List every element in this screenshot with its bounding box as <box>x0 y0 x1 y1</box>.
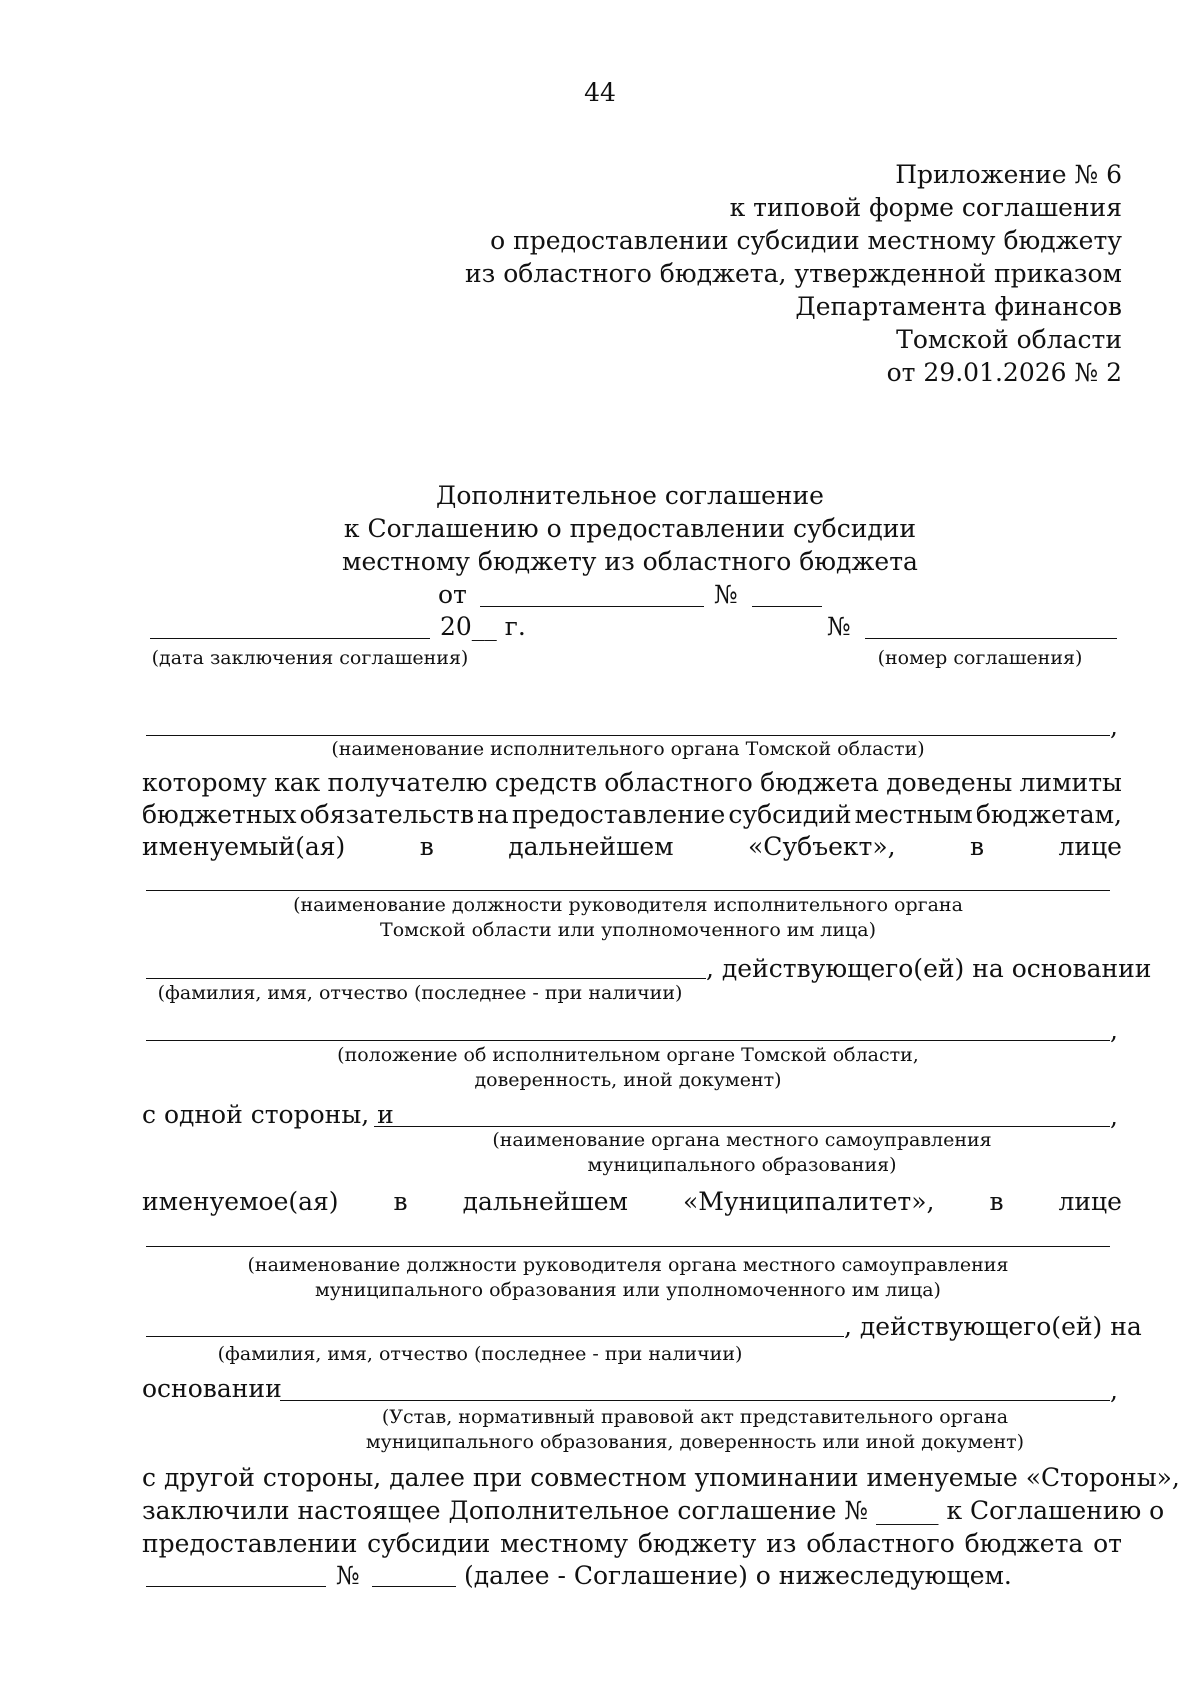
caption-local-gov: (наименование органа местного самоуправления <box>492 1129 992 1151</box>
caption-head-position: (наименование должности руководителя исполнительного органа <box>293 894 963 916</box>
comma: , <box>1110 712 1118 741</box>
acting-on: , действующего(ей) на <box>844 1312 1142 1341</box>
final-paragraph-line: заключили настоящее Дополнительное соглашение № _____ к Соглашению о <box>142 1496 1165 1525</box>
paragraph-line <box>142 767 1122 798</box>
word: дальнейшем <box>508 832 674 861</box>
word: в <box>393 1187 408 1216</box>
paragraph-line <box>142 1186 1122 1217</box>
word: на <box>477 800 509 829</box>
final-paragraph-line: предоставлении субсидии местному бюджету из областного бюджета от <box>142 1529 1122 1558</box>
final-number-blank <box>372 1586 456 1587</box>
word: местным <box>854 800 973 829</box>
basis-word: основании <box>142 1374 282 1403</box>
paragraph-line <box>142 799 1122 830</box>
number-sign: № <box>827 612 851 641</box>
head-position-blank <box>146 890 1110 891</box>
title-line: к Соглашению о предоставлении субсидии <box>343 514 917 543</box>
appendix-line: о предоставлении субсидии местному бюджету <box>490 226 1122 255</box>
title-from-label: от <box>438 580 467 609</box>
word: бюджетных <box>142 800 297 829</box>
word: бюджетам, <box>975 800 1122 829</box>
title-number-label: № <box>714 580 738 609</box>
word: получателю <box>327 768 488 797</box>
title-date-blank <box>480 606 704 607</box>
word: в <box>419 832 434 861</box>
word: в <box>989 1187 1004 1216</box>
title-line: Дополнительное соглашение <box>436 481 824 510</box>
comma: , <box>1110 1102 1118 1131</box>
paragraph-line <box>142 831 1122 862</box>
charter-blank <box>280 1400 1110 1401</box>
word: которому <box>142 768 267 797</box>
caption-regulation: доверенность, иной документ) <box>474 1069 782 1091</box>
word: лимиты <box>1019 768 1122 797</box>
caption-executive-body: (наименование исполнительного органа Томской области) <box>331 738 925 760</box>
agreement-number-blank <box>865 638 1117 639</box>
appendix-line: Департамента финансов <box>795 292 1122 321</box>
final-date-blank <box>146 1586 326 1587</box>
final-number-sign: № <box>336 1561 360 1590</box>
word: именуемое(ая) <box>142 1187 339 1216</box>
appendix-line: от 29.01.2026 № 2 <box>886 358 1122 387</box>
word: лице <box>1058 832 1122 861</box>
year-text: 20__ г. <box>440 612 526 641</box>
word: обязательств <box>299 800 475 829</box>
caption-local-head: (наименование должности руководителя органа местного самоуправления <box>247 1254 1009 1276</box>
caption-fio: (фамилия, имя, отчество (последнее - при наличии) <box>157 982 683 1004</box>
word: дальнейшем <box>462 1187 628 1216</box>
word: в <box>970 832 985 861</box>
word: областного <box>604 768 753 797</box>
page-number: 44 <box>584 78 616 107</box>
fio-blank <box>146 1336 844 1337</box>
title-number-blank <box>752 606 822 607</box>
executive-body-blank <box>146 735 1110 736</box>
appendix-line: к типовой форме соглашения <box>729 193 1122 222</box>
word: бюджета <box>760 768 879 797</box>
final-tail: (далее - Соглашение) о нижеследующем. <box>464 1561 1012 1590</box>
appendix-line: из областного бюджета, утвержденной приказом <box>465 259 1122 288</box>
word: доведены <box>886 768 1013 797</box>
date-blank <box>150 638 430 639</box>
local-gov-blank <box>374 1126 1110 1127</box>
caption-fio: (фамилия, имя, отчество (последнее - при наличии) <box>217 1343 743 1365</box>
word: средств <box>494 768 597 797</box>
appendix-line: Томской области <box>896 325 1122 354</box>
word: субсидий <box>728 800 852 829</box>
caption-head-position: Томской области или уполномоченного им лица) <box>380 919 876 941</box>
title-line: местному бюджету из областного бюджета <box>342 547 918 576</box>
word: лице <box>1058 1187 1122 1216</box>
comma: , <box>1110 1016 1118 1045</box>
final-paragraph-line: с другой стороны, далее при совместном упоминании именуемые «Стороны», <box>142 1463 1180 1492</box>
caption-local-gov: муниципального образования) <box>587 1154 897 1176</box>
one-side-text: с одной стороны, и <box>142 1100 394 1129</box>
number-caption: (номер соглашения) <box>877 647 1083 669</box>
word: как <box>274 768 321 797</box>
word: «Муниципалитет», <box>682 1187 935 1216</box>
caption-charter: (Устав, нормативный правовой акт представительного органа <box>381 1406 1009 1428</box>
acting-on-basis: , действующего(ей) на основании <box>706 954 1152 983</box>
word: «Субъект», <box>748 832 896 861</box>
comma: , <box>1110 1376 1118 1405</box>
fio-blank <box>146 978 706 979</box>
local-head-blank <box>146 1246 1110 1247</box>
caption-charter: муниципального образования, доверенность или иной документ) <box>365 1431 1025 1453</box>
word: именуемый(ая) <box>142 832 346 861</box>
appendix-line: Приложение № 6 <box>895 160 1122 189</box>
regulation-blank <box>146 1040 1110 1041</box>
caption-local-head: муниципального образования или уполномоченного им лица) <box>315 1279 941 1301</box>
word: предоставление <box>511 800 726 829</box>
date-caption: (дата заключения соглашения) <box>151 647 469 669</box>
caption-regulation: (положение об исполнительном органе Томской области, <box>337 1044 919 1066</box>
